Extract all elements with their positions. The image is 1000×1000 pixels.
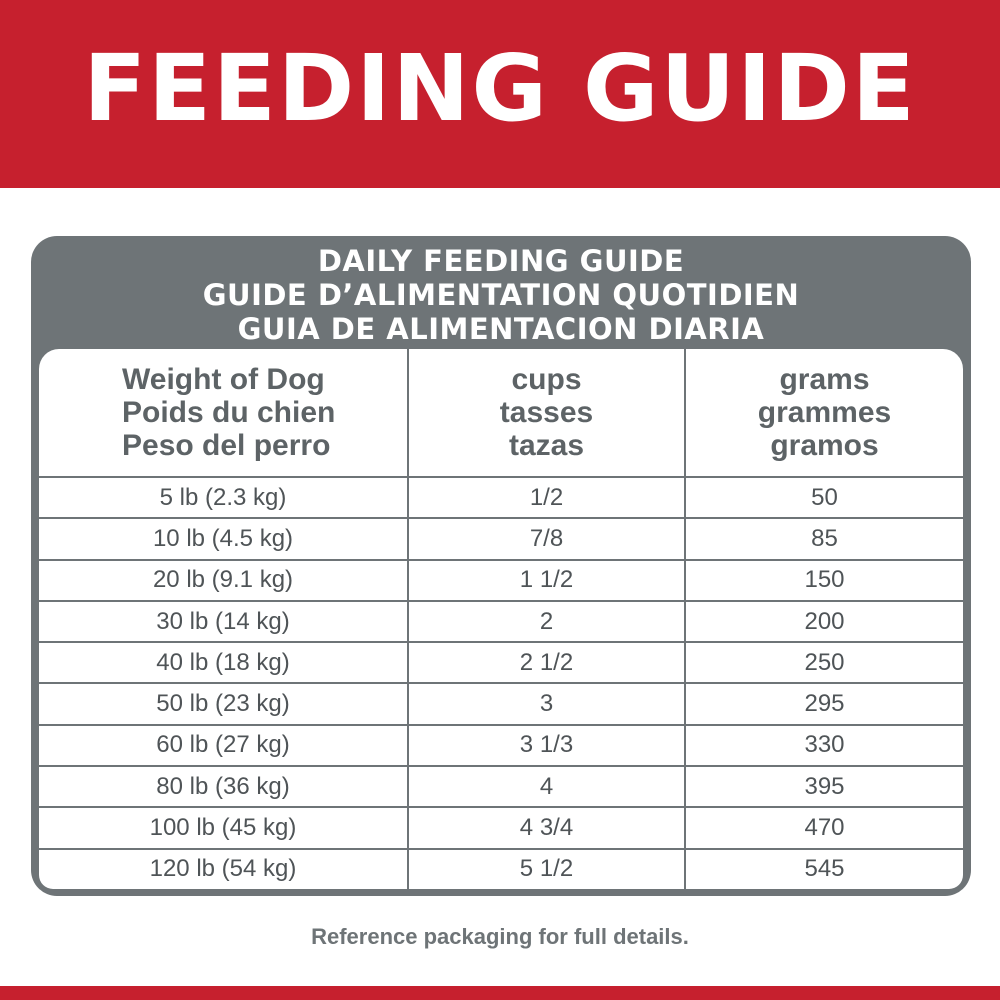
cell-cups: 7/8 xyxy=(408,518,685,559)
table-row xyxy=(39,477,963,518)
cell-weight: 120 lb (54 kg) xyxy=(39,849,408,889)
header-weight-es: Peso del perro xyxy=(122,429,331,462)
cell-cups: 2 1/2 xyxy=(408,642,685,683)
cell-weight: 80 lb (36 kg) xyxy=(39,766,408,807)
header-weight-fr: Poids du chien xyxy=(122,396,336,429)
banner-title: FEEDING GUIDE xyxy=(83,34,917,142)
cell-grams: 150 xyxy=(685,560,963,601)
footnote: Reference packaging for full details. xyxy=(311,924,689,949)
table-row xyxy=(39,683,963,724)
cell-cups: 5 1/2 xyxy=(408,849,685,889)
header-grams xyxy=(685,349,963,477)
cell-grams: 330 xyxy=(685,725,963,766)
table-row xyxy=(39,560,963,601)
cell-weight: 40 lb (18 kg) xyxy=(39,642,408,683)
cell-cups: 3 xyxy=(408,683,685,724)
cell-weight: 20 lb (9.1 kg) xyxy=(39,560,408,601)
cell-grams: 50 xyxy=(685,477,963,518)
cell-weight: 50 lb (23 kg) xyxy=(39,683,408,724)
table-header-row xyxy=(39,349,963,477)
table-row xyxy=(39,518,963,559)
card-heading xyxy=(31,244,971,346)
table-row xyxy=(39,725,963,766)
cell-cups: 3 1/3 xyxy=(408,725,685,766)
bottom-bar xyxy=(0,986,1000,1000)
header-weight xyxy=(39,349,408,477)
cell-weight: 60 lb (27 kg) xyxy=(39,725,408,766)
banner xyxy=(0,0,1000,188)
cell-cups: 1 1/2 xyxy=(408,560,685,601)
header-weight-en: Weight of Dog xyxy=(122,363,325,396)
cell-weight: 5 lb (2.3 kg) xyxy=(39,477,408,518)
cell-grams: 395 xyxy=(685,766,963,807)
header-grams-fr: grammes xyxy=(757,396,892,429)
heading-spanish: GUIA DE ALIMENTACION DIARIA xyxy=(237,312,765,346)
cell-grams: 250 xyxy=(685,642,963,683)
cell-weight: 30 lb (14 kg) xyxy=(39,601,408,642)
header-grams-en: grams xyxy=(779,363,870,396)
table-row xyxy=(39,766,963,807)
cell-grams: 545 xyxy=(804,855,845,883)
cell-grams: 200 xyxy=(685,601,963,642)
header-cups xyxy=(408,349,685,477)
table-row xyxy=(39,849,963,889)
heading-french: GUIDE D’ALIMENTATION QUOTIDIEN xyxy=(202,278,800,312)
feeding-guide-card xyxy=(31,236,971,896)
header-cups-es: tazas xyxy=(508,429,585,462)
cell-cups: 4 3/4 xyxy=(408,807,685,848)
feeding-table-wrap xyxy=(39,349,963,889)
table-row xyxy=(39,601,963,642)
header-cups-fr: tasses xyxy=(499,396,594,429)
cell-cups: 1/2 xyxy=(408,477,685,518)
table-row xyxy=(39,807,963,848)
cell-grams: 85 xyxy=(685,518,963,559)
cell-cups: 4 xyxy=(408,766,685,807)
cell-grams: 470 xyxy=(685,807,963,848)
table-row xyxy=(39,642,963,683)
feeding-table xyxy=(39,349,963,889)
header-grams-es: gramos xyxy=(770,429,879,462)
header-cups-en: cups xyxy=(511,363,582,396)
cell-weight: 100 lb (45 kg) xyxy=(39,807,408,848)
cell-cups: 2 xyxy=(408,601,685,642)
cell-grams: 295 xyxy=(685,683,963,724)
heading-english: DAILY FEEDING GUIDE xyxy=(317,244,685,278)
cell-weight: 10 lb (4.5 kg) xyxy=(39,518,408,559)
